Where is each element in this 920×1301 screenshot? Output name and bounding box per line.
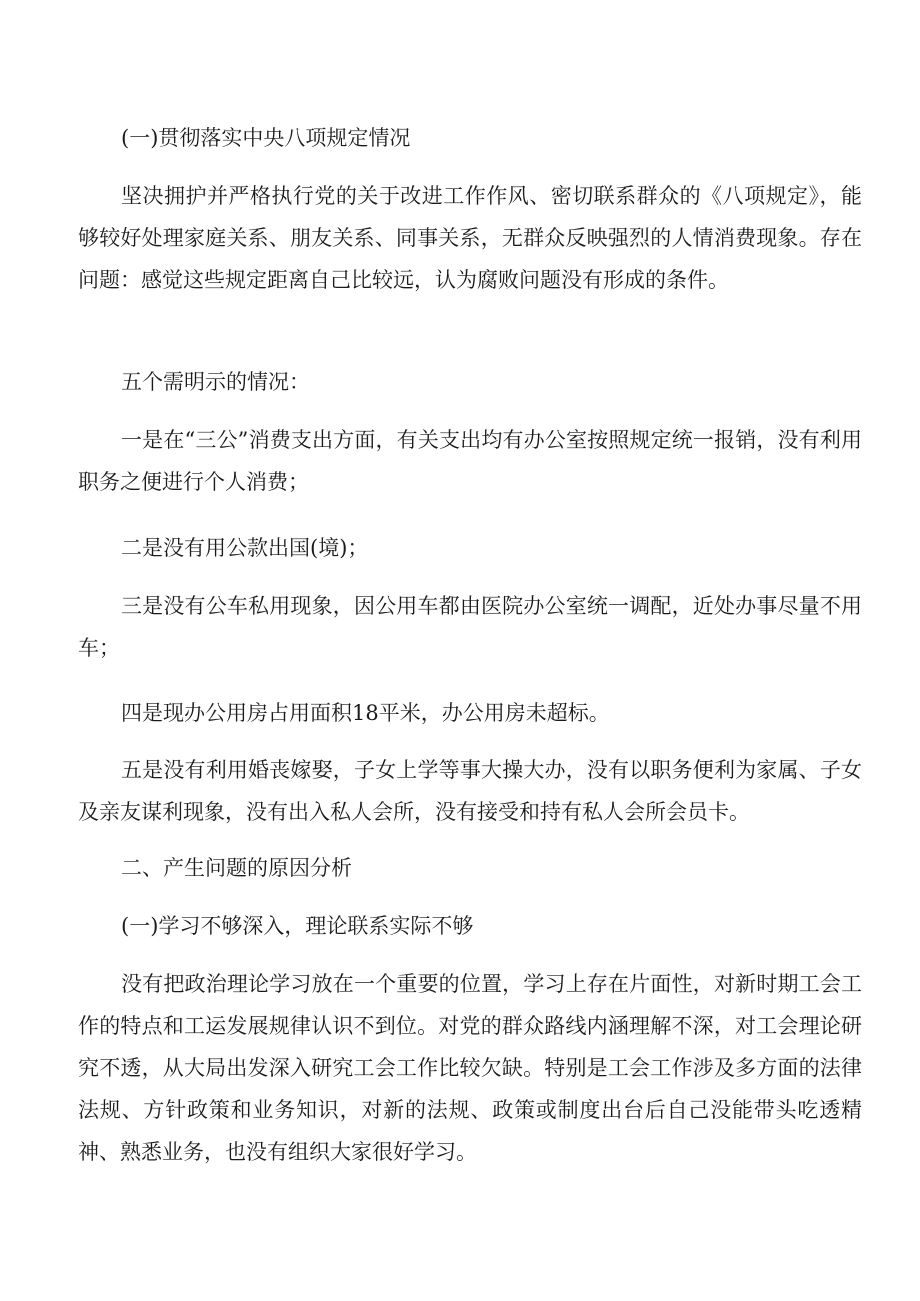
paragraph-item-three: 三是没有公车私用现象，因公用车都由医院办公室统一调配，近处办事尽量不用车； — [78, 594, 862, 660]
paragraph-item-one: 一是在“三公”消费支出方面，有关支出均有办公室按照规定统一报销，没有利用职务之便进行个人消费； — [78, 428, 862, 494]
paragraph-five-items-intro: 五个需明示的情况： — [121, 370, 310, 394]
paragraph-item-five: 五是没有利用婚丧嫁娶，子女上学等事大操大办，没有以职务便利为家属、子女及亲友谋利现象，没有出入私人会所，没有接受和持有私人会所会员卡。 — [78, 758, 862, 824]
section-heading-eight-rules: (一)贯彻落实中央八项规定情况 — [121, 126, 411, 150]
paragraph-study-body: 没有把政治理论学习放在一个重要的位置，学习上存在片面性，对新时期工会工作的特点和工运发展规律认识不到位。对党的群众路线内涵理解不深，对工会理论研究不透，从大局出发深入研究工会工作比较欠缺。特别是工会工作涉及多方面的法律法规、方针政策和业务知识，对新的法规、政策或制度出台后自己没能带头吃透精神、熟悉业务，也没有组织大家很好学习。 — [78, 972, 862, 1164]
paragraph-item-four: 四是现办公用房占用面积18平米，办公用房未超标。 — [121, 701, 610, 725]
section-heading-cause-analysis: 二、产生问题的原因分析 — [121, 856, 352, 880]
paragraph-item-two: 二是没有用公款出国(境)； — [121, 536, 369, 560]
section-heading-study: (一)学习不够深入，理论联系实际不够 — [121, 914, 474, 938]
paragraph-eight-rules-body: 坚决拥护并严格执行党的关于改进工作作风、密切联系群众的《八项规定》，能够较好处理家庭关系、朋友关系、同事关系，无群众反映强烈的人情消费现象。存在问题：感觉这些规定距离自己比较远，认为腐败问题没有形成的条件。 — [78, 184, 862, 292]
